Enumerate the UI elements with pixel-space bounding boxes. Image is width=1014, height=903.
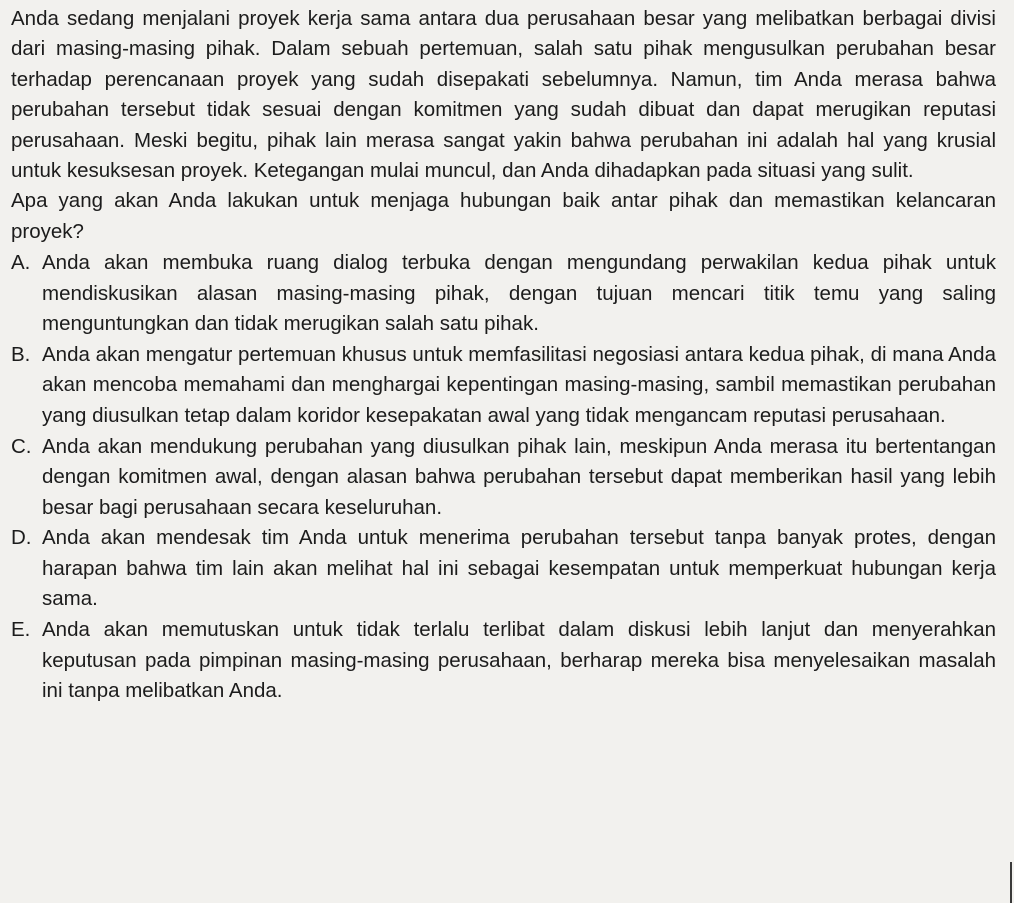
option-text: Anda akan memutuskan untuk tidak terlalu terlibat dalam diskusi lebih lanjut dan menyerahkan keputusan pada pimpinan masing-masing perusahaan, berharap mereka bisa menyelesaikan masalah ini tanpa melibatkan Anda. xyxy=(42,618,996,702)
option-text: Anda akan membuka ruang dialog terbuka dengan mengundang perwakilan kedua pihak untuk mendiskusikan alasan masing-masing pihak, dengan tujuan mencari titik temu yang saling menguntungkan dan tidak merugikan salah satu pihak. xyxy=(42,251,996,336)
option-text: Anda akan mendesak tim Anda untuk menerima perubahan tersebut tanpa banyak protes, dengan harapan bahwa tim lain akan melihat hal ini sebagai kesempatan untuk memperkuat hubungan kerja sama. xyxy=(42,526,996,611)
option-text: Anda akan mendukung perubahan yang diusulkan pihak lain, meskipun Anda merasa itu bertentangan dengan komitmen awal, dengan alasan bahwa perubahan tersebut dapat memberikan hasil yang lebih besar bagi perusahaan secara keseluruhan. xyxy=(42,434,996,519)
option-e[interactable] xyxy=(11,615,996,706)
option-letter: A. xyxy=(11,251,31,275)
option-d[interactable] xyxy=(11,523,996,614)
option-a[interactable] xyxy=(11,248,996,339)
scenario-paragraph: Anda sedang menjalani proyek kerja sama antara dua perusahaan besar yang melibatkan berbagai divisi dari masing-masing pihak. Dalam sebuah pertemuan, salah satu pihak mengusulkan perubahan besar terhadap perencanaan proyek yang sudah disepakati sebelumnya. Namun, tim Anda merasa bahwa perubahan tersebut tidak sesuai dengan komitmen yang sudah dibuat dan dapat merugikan reputasi perusahaan. Meski begitu, pihak lain merasa sangat yakin bahwa perubahan ini adalah hal yang krusial untuk kesuksesan proyek. Ketegangan mulai muncul, dan Anda dihadapkan pada situasi yang sulit. xyxy=(11,7,996,183)
option-text: Anda akan mengatur pertemuan khusus untuk memfasilitasi negosiasi antara kedua pihak, di mana Anda akan mencoba memahami dan menghargai kepentingan masing-masing, sambil memastikan perubahan yang diusulkan tetap dalam koridor kesepakatan awal yang tidak mengancam reputasi perusahaan. xyxy=(42,342,996,427)
option-c[interactable] xyxy=(11,432,996,523)
option-letter: D. xyxy=(11,526,32,550)
option-letter: E. xyxy=(11,618,31,642)
page-edge-divider xyxy=(1010,862,1012,903)
option-letter: B. xyxy=(11,342,31,366)
answer-options-list xyxy=(11,248,996,706)
option-b[interactable] xyxy=(11,340,996,431)
question-text: Apa yang akan Anda lakukan untuk menjaga hubungan baik antar pihak dan memastikan kelancaran proyek? xyxy=(11,189,996,243)
option-letter: C. xyxy=(11,434,32,458)
